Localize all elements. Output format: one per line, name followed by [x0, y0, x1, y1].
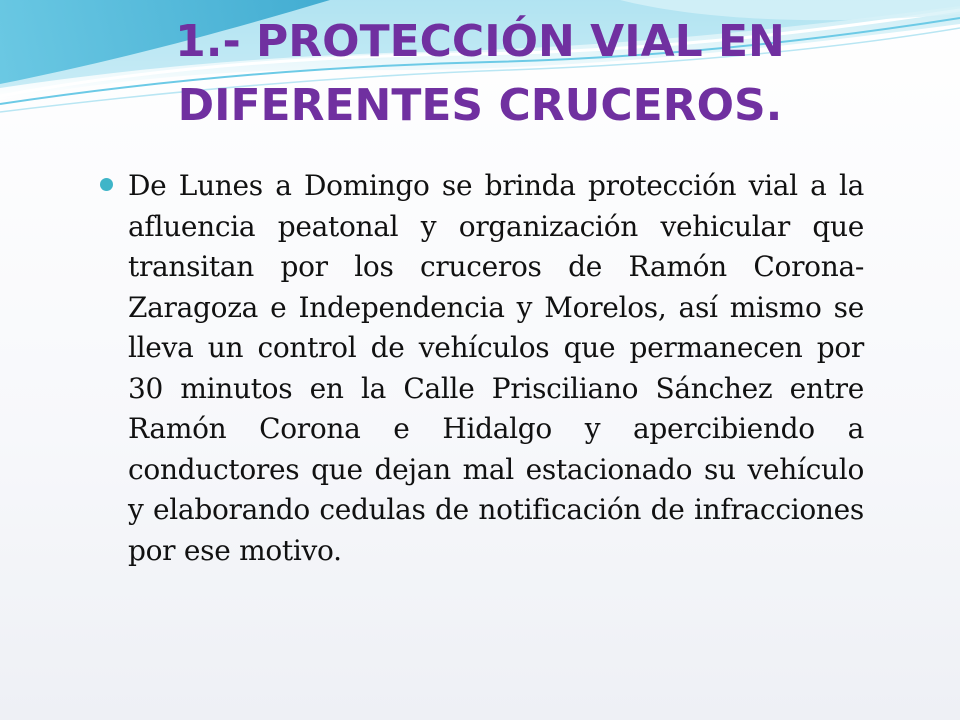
bullet-text: De Lunes a Domingo se brinda protección vial a la afluencia peatonal y organización vehicular que transitan por los cruceros de Ramón Corona- Zaragoza e Independencia y Morelos, así mismo se lleva un control de vehículos que permanecen por 30 minutos en la Calle Prisciliano Sánchez entre Ramón Corona e Hidalgo y apercibiendo a conductores que dejan mal estacionado su vehículo y elaborando cedulas de notificación de infracciones por ese motivo. [128, 169, 864, 567]
title-line-1: 1.- PROTECCIÓN VIAL EN [175, 16, 785, 67]
title-line-2: DIFERENTES CRUCEROS. [177, 80, 783, 131]
slide-title [90, 10, 870, 138]
content-area [96, 166, 864, 571]
bullet-dot-icon [100, 178, 113, 191]
bullet-item [96, 166, 864, 571]
